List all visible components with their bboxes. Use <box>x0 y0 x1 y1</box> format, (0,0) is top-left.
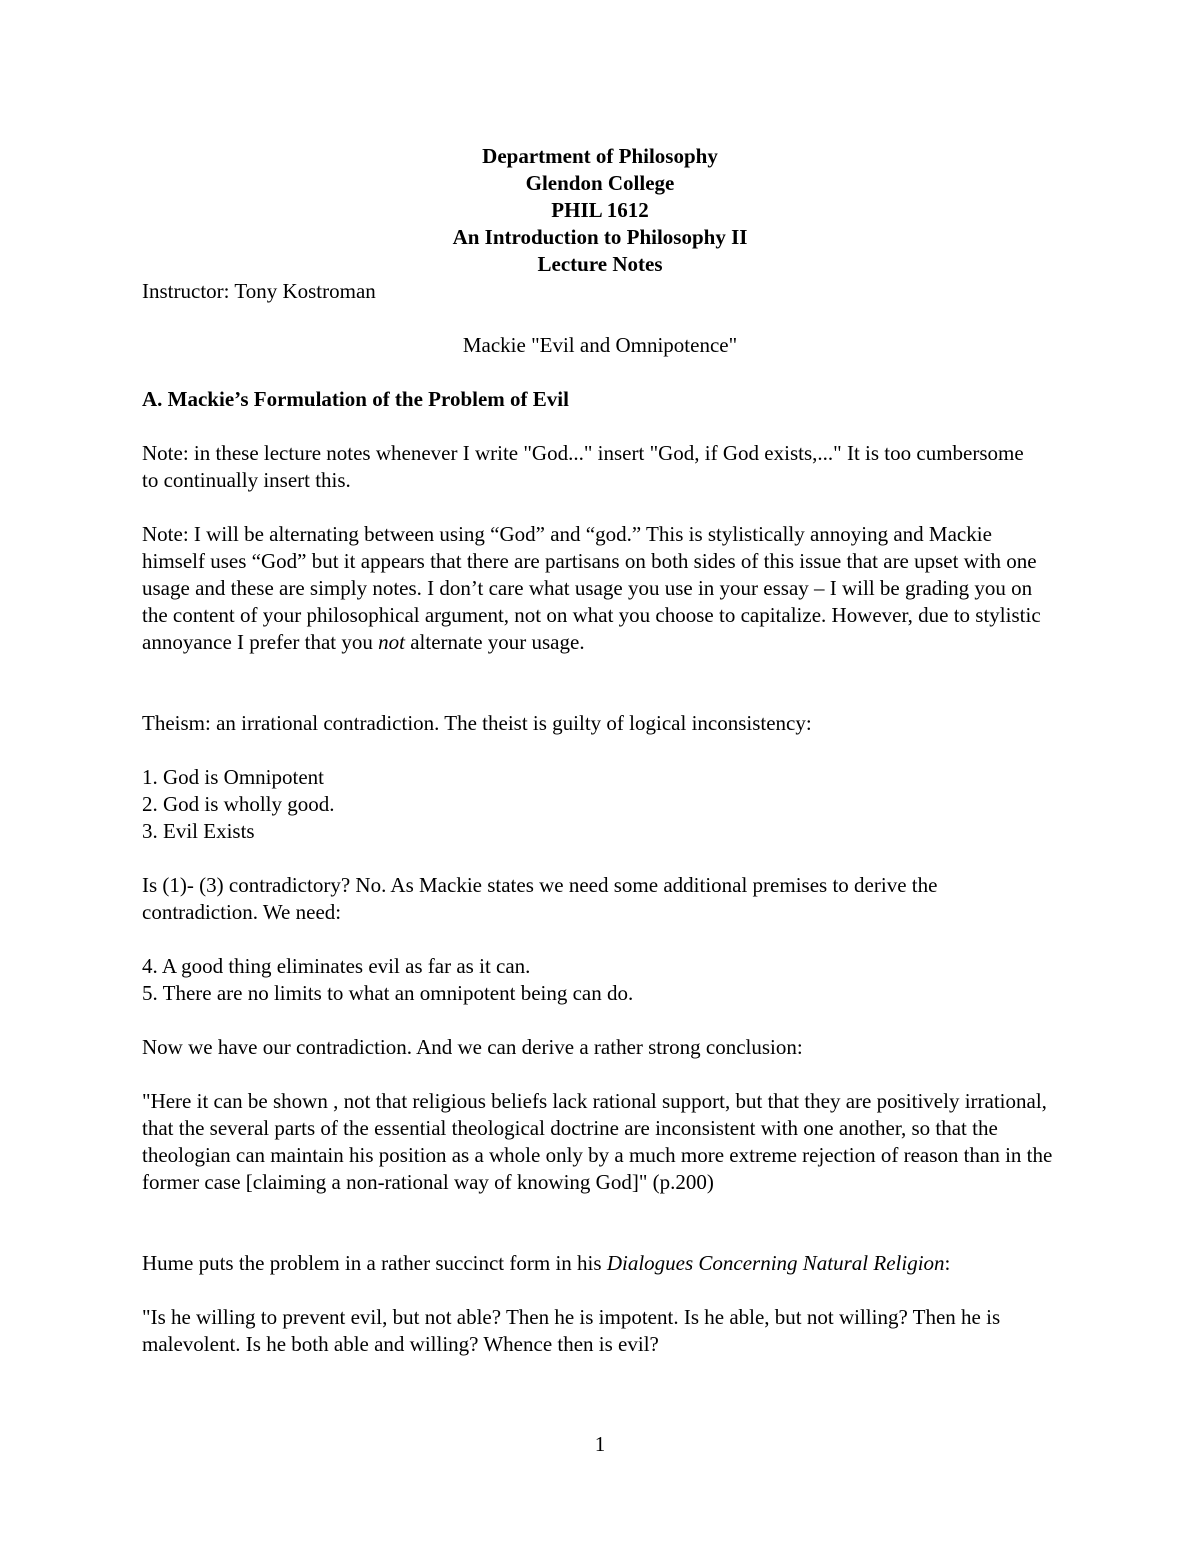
note-paragraph-2 <box>142 521 1042 656</box>
course-title: An Introduction to Philosophy II <box>452 225 748 249</box>
hume-text-before: Hume puts the problem in a rather succinct form in his <box>142 1251 607 1275</box>
course-code: PHIL 1612 <box>551 198 649 222</box>
hume-book-title: Dialogues Concerning Natural Religion <box>606 1251 945 1275</box>
list-item: 1. God is Omnipotent <box>142 765 324 789</box>
list-item: 5. There are no limits to what an omnipotent being can do. <box>142 981 634 1005</box>
hume-paragraph <box>142 1250 1062 1277</box>
conclusion-paragraph: Now we have our contradiction. And we can derive a rather strong conclusion: <box>142 1035 803 1059</box>
instructor-line: Instructor: Tony Kostroman <box>142 279 376 303</box>
department-title: Department of Philosophy <box>482 144 718 168</box>
premise-list-1 <box>142 764 335 845</box>
list-item: 4. A good thing eliminates evil as far as it can. <box>142 954 531 978</box>
contradictory-paragraph: Is (1)- (3) contradictory? No. As Mackie states we need some additional premises to derive the contradiction. We need: <box>142 873 938 924</box>
list-item: 3. Evil Exists <box>142 819 255 843</box>
page-number: 1 <box>594 1432 606 1456</box>
mackie-quote: "Here it can be shown , not that religious beliefs lack rational support, but that they are positively irrational, that the several parts of the essential theological doctrine are inconsistent with one another, so that the theologian can maintain his position as a whole only by a much more extreme rejection of reason than in the former case [claiming a non-rational way of knowing God]" (p.200) <box>142 1089 1053 1194</box>
document-header <box>0 143 1200 278</box>
notes-type: Lecture Notes <box>537 252 663 276</box>
section-a-heading: A. Mackie’s Formulation of the Problem of Evil <box>142 387 569 411</box>
reading-title: Mackie "Evil and Omnipotence" <box>462 333 738 357</box>
note2-text-after: alternate your usage. <box>404 630 585 654</box>
premise-list-2 <box>142 953 633 1007</box>
theism-paragraph: Theism: an irrational contradiction. The theist is guilty of logical inconsistency: <box>142 711 812 735</box>
hume-text-after: : <box>944 1251 951 1275</box>
note2-emphasis: not <box>378 630 405 654</box>
note-paragraph-1: Note: in these lecture notes whenever I write "God..." insert "God, if God exists,..." It is too cumbersome to continually insert this. <box>142 441 1024 492</box>
note2-text-before: Note: I will be alternating between using “God” and “god.” This is stylistically annoying and Mackie himself uses “God” but it appears that there are partisans on both sides of this issue that are upset with one usage and these are simply notes. I don’t care what usage you use in your essay – I will be grading you on the content of your philosophical argument, not on what you choose to capitalize. However, due to stylistic annoyance I prefer that you <box>142 522 1041 654</box>
list-item: 2. God is wholly good. <box>142 792 335 816</box>
hume-quote: "Is he willing to prevent evil, but not able? Then he is impotent. Is he able, but not willing? Then he is malevolent. Is he both able and willing? Whence then is evil? <box>142 1305 1001 1356</box>
college-title: Glendon College <box>525 171 675 195</box>
